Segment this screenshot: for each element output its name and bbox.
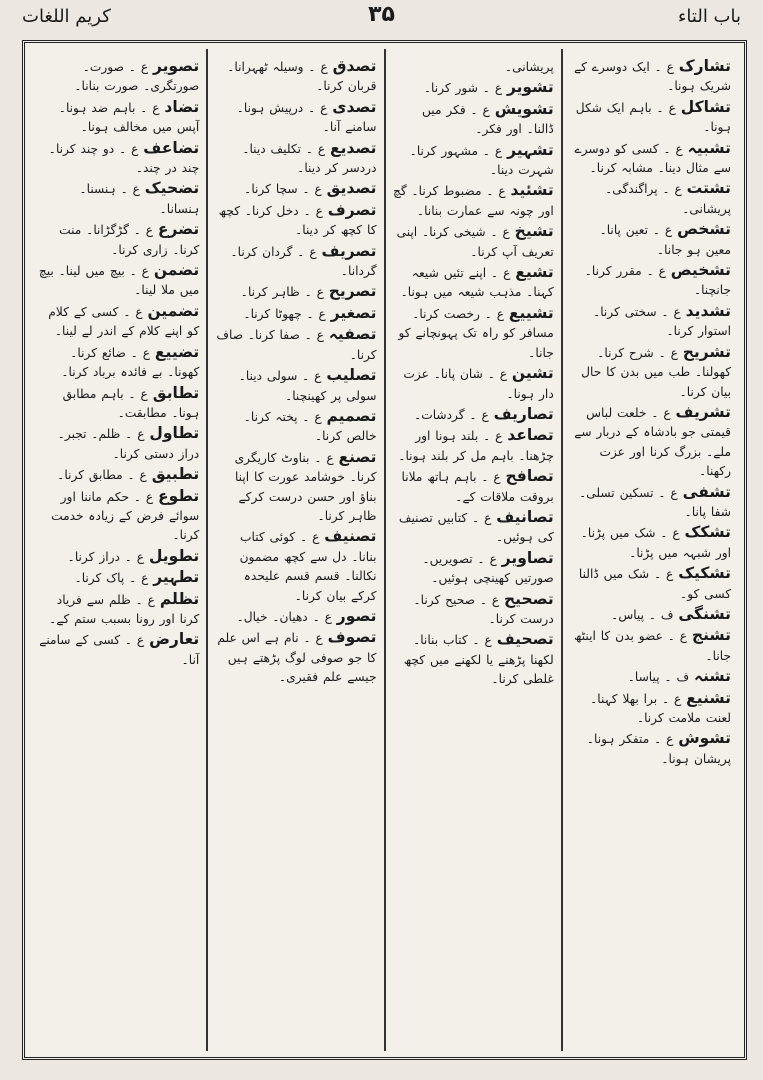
dictionary-entry [215, 607, 376, 627]
definition: ع ۔ شرح کرنا۔ کھولنا۔ طب میں بدن کا حال بیان کرنا۔ [581, 345, 731, 399]
headword: تصاعد [507, 426, 554, 445]
headword: تطوع [158, 486, 200, 505]
dictionary-entry [393, 181, 554, 221]
dictionary-entry [570, 626, 731, 666]
headword: تصرف [327, 200, 377, 219]
headword: تظلم [159, 589, 200, 608]
headword: تضحیک [144, 179, 200, 198]
definition: ع ۔ سولی دینا۔ سولی پر کھینچنا۔ [238, 369, 377, 403]
dictionary-entry [570, 729, 731, 769]
dictionary-entry [38, 590, 199, 630]
definition: ع ۔ باہم ایک شکل ہونا۔ [575, 100, 731, 135]
headword: تصنیف [324, 527, 377, 546]
headword: تصور [336, 606, 377, 625]
dictionary-entry [38, 57, 199, 97]
headword: تشنگی [678, 604, 731, 623]
dictionary-entry [215, 98, 376, 138]
definition: ع ۔ سختی کرنا۔ استوار کرنا۔ [593, 304, 731, 339]
definition: ع ۔ مضبوط کرنا۔ گچ اور چونہ سے عمارت بنانا۔ [392, 184, 554, 218]
definition: ع ۔ درپیش ہونا۔ سامنے آنا۔ [236, 100, 377, 135]
headword: تصدق [332, 57, 377, 75]
definition: پریشانی۔ [504, 60, 554, 74]
column-2 [384, 49, 561, 1051]
headword: تشکیک [678, 564, 731, 583]
headword: تصاویر [501, 548, 554, 567]
headword: تضمین [147, 301, 200, 320]
definition: ع ۔ بیچ میں لینا۔ بیچ میں ملا لینا۔ [38, 264, 200, 298]
headword: تشخص [677, 220, 731, 239]
headword: تصویر [152, 57, 200, 75]
definition: ع ۔ ظلم سے فریاد کرنا اور رونا بسبب ستم کے۔ [49, 592, 200, 626]
headword: تصاریف [493, 404, 554, 423]
headword: تضییع [154, 342, 200, 361]
dictionary-entry [215, 407, 376, 447]
dictionary-entry [215, 527, 376, 606]
definition: ع ۔ عضو بدن کا اینٹھ جانا۔ [574, 629, 731, 663]
definition: ع ۔ سچا کرنا۔ [244, 182, 322, 197]
headword: تشکک [684, 523, 731, 542]
headword: تصدی [332, 97, 377, 116]
definition: ع ۔ کسی کے کلام کو اپنے کلام کے اندر لے لینا۔ [48, 304, 200, 339]
definition: ع ۔ نام ہے اس علم کا جو صوفی لوگ پڑھتے ہیں جیسے علم فقیری۔ [217, 631, 377, 685]
dictionary-entry [215, 325, 376, 365]
column-3 [206, 49, 383, 1051]
headword: تشنج [691, 626, 731, 645]
page-frame [22, 40, 747, 1060]
definition: ع ۔ شور کرنا۔ [423, 81, 503, 96]
definition: ع ۔ اپنے تئیں شیعہ کہنا۔ مذہب شیعہ میں ہونا۔ [400, 266, 554, 300]
definition: ع ۔ برا بھلا کہنا۔ لعنت ملامت کرنا۔ [590, 691, 731, 725]
definition: ع ۔ تصویریں۔ صورتیں کھینچی ہوئیں۔ [422, 551, 554, 586]
book-title: کریم اللغات [22, 6, 111, 27]
page-header [0, 0, 763, 38]
dictionary-entry [393, 630, 554, 689]
dictionary-entry [215, 179, 376, 199]
dictionary-entry [38, 547, 199, 567]
headword: تشوش [678, 729, 731, 748]
dictionary-entry [215, 304, 376, 324]
chapter-title: باب التاء [677, 6, 741, 27]
dictionary-entry [38, 98, 199, 138]
dictionary-entry [393, 222, 554, 262]
definition: ع ۔ کسی کے سامنے آنا۔ [39, 633, 200, 667]
headword: تشدید [685, 301, 731, 320]
definition: ع ۔ گردشات۔ [414, 407, 489, 422]
headword: تطبیق [151, 465, 200, 484]
definition: ع ۔ کوئی کتاب بنانا۔ دل سے کچھ مضمون نکالنا۔ قسم قسم علیحدہ کرکے بیان کرنا۔ [239, 530, 377, 603]
dictionary-entry [393, 100, 554, 140]
dictionary-entry [570, 98, 731, 138]
dictionary-entry [393, 304, 554, 363]
definition: ع ۔ ہنسنا۔ ہنسانا۔ [79, 182, 200, 216]
column-1 [561, 49, 738, 1051]
dictionary-entry [393, 78, 554, 98]
dictionary-entry [38, 343, 199, 383]
definition: ع ۔ دو چند کرنا۔ چند در چند۔ [48, 141, 200, 176]
dictionary-entry [393, 57, 554, 77]
definition: ع ۔ حکم ماننا اور سوائے فرض کے زیادہ خدمت کرنا۔ [51, 489, 200, 543]
definition: ع ۔ دھیان۔ خیال۔ [236, 609, 332, 624]
definition: ع ۔ مطابق کرنا۔ [57, 468, 147, 483]
headword: تصغیر [330, 303, 377, 322]
headword: تصلیب [326, 366, 377, 385]
headword: تضمن [153, 261, 200, 280]
definition: ع ۔ باہم ہاتھ ملانا بروقت ملاقات کے۔ [401, 470, 554, 504]
dictionary-entry [393, 364, 554, 404]
dictionary-entry [38, 220, 199, 260]
page-number: ۳۵ [368, 2, 395, 27]
dictionary-entry [38, 261, 199, 301]
definition: ع ۔ کتابیں تصنیف کی ہوئیں۔ [398, 510, 554, 545]
definition: ع ۔ خلعت لباس قیمتی جو بادشاہ کے دربار سے ملے۔ بزرگ کرنا اور عزت رکھنا۔ [574, 405, 731, 479]
definition: ع ۔ ایک دوسرے کے شریک ہونا۔ [573, 60, 731, 94]
headword: تضرع [157, 220, 200, 239]
headword: تطاول [149, 424, 200, 443]
definition: ع ۔ وسیلہ ٹھہرانا۔ قربان کرنا۔ [227, 60, 377, 94]
headword: تصانیف [496, 507, 554, 526]
dictionary-entry [38, 465, 199, 485]
headword: تشویر [506, 78, 554, 97]
headword: تشیخ [514, 222, 554, 241]
definition: ع ۔ شک میں ڈالنا کسی کو۔ [578, 567, 731, 601]
definition: ع ۔ مقرر کرنا۔ جانچنا۔ [584, 264, 731, 298]
definition: ع ۔ بلند ہونا اور چڑھنا۔ باہم مل کر بلند ہونا۔ [398, 429, 554, 463]
dictionary-entry [570, 483, 731, 523]
definition: ع ۔ پختہ کرنا۔ خالص کرنا۔ [243, 409, 377, 444]
headword: تشئید [510, 181, 554, 200]
headword: تطہیر [153, 568, 200, 587]
headword: تصافح [505, 467, 554, 486]
headword: تصفیہ [328, 325, 377, 344]
definition: ع ۔ متفکر ہونا۔ پریشان ہونا۔ [586, 732, 731, 766]
definition: ع ۔ گڑگڑانا۔ منت کرنا۔ زاری کرنا۔ [59, 223, 200, 257]
dictionary-entry [570, 261, 731, 301]
dictionary-entry [570, 343, 731, 402]
dictionary-entry [38, 139, 199, 179]
definition: ع ۔ تسکین تسلی۔ شفا پانا۔ [579, 485, 731, 519]
definition: ف ۔ پیاس۔ [611, 607, 674, 622]
dictionary-entry [393, 405, 554, 425]
dictionary-entry [215, 366, 376, 406]
definition: ع ۔ رخصت کرنا۔ مسافر کو راہ تک پہونچانے کو جانا۔ [398, 306, 554, 360]
dictionary-entry [393, 549, 554, 589]
dictionary-entry [570, 564, 731, 604]
dictionary-entry [570, 57, 731, 97]
dictionary-entry [570, 605, 731, 625]
definition: ع ۔ گردان کرنا۔ گردانا۔ [230, 244, 377, 279]
headword: تشریح [682, 342, 731, 361]
definition: ع ۔ ظلم۔ تجبر۔ دراز دستی کرنا۔ [57, 427, 200, 461]
dictionary-entry [215, 628, 376, 687]
dictionary-entry [570, 179, 731, 219]
dictionary-entry [215, 201, 376, 241]
definition: ع ۔ تعین پانا۔ معین ہو جانا۔ [599, 223, 731, 257]
column-4 [31, 49, 206, 1051]
headword: تشریف [675, 402, 731, 421]
dictionary-entry [393, 426, 554, 466]
headword: تصنع [338, 447, 377, 466]
dictionary-columns [31, 49, 738, 1051]
headword: تشتت [686, 179, 731, 198]
dictionary-entry [215, 242, 376, 282]
definition: ع ۔ ظاہر کرنا۔ [240, 285, 324, 300]
definition: ع ۔ باہم ضد ہونا۔ آپس میں مخالف ہونا۔ [58, 100, 200, 135]
dictionary-entry [215, 139, 376, 179]
headword: تصمیم [326, 406, 377, 425]
headword: تشنہ [693, 667, 731, 686]
definition: ع ۔ ضائع کرنا۔ کھونا۔ بے فائدہ برباد کرنا۔ [61, 345, 200, 380]
definition: ع ۔ باہم مطابق ہونا۔ مطابقت۔ [62, 386, 200, 420]
headword: تطویل [148, 546, 200, 565]
definition: ع ۔ تکلیف دینا۔ دردسر کر دینا۔ [242, 141, 377, 176]
dictionary-entry [38, 568, 199, 588]
headword: تشہیر [507, 140, 554, 159]
dictionary-entry [215, 57, 376, 97]
dictionary-entry [570, 403, 731, 482]
headword: تصریف [321, 241, 377, 260]
definition: ع ۔ پاک کرنا۔ [74, 571, 149, 586]
headword: تصوف [327, 628, 377, 647]
dictionary-entry [38, 179, 199, 219]
headword: تشفی [682, 482, 731, 501]
definition: ع ۔ پراگندگی۔ پریشانی۔ [605, 182, 731, 216]
dictionary-entry [38, 424, 199, 464]
definition: ع ۔ شان پانا۔ عزت دار ہونا۔ [403, 367, 554, 401]
headword: تشبیہ [687, 138, 731, 157]
definition: ع ۔ شک میں پڑنا۔ اور شبہہ میں پڑنا۔ [580, 526, 731, 560]
definition: ع ۔ صفا کرنا۔ صاف کرنا۔ [216, 328, 377, 362]
dictionary-entry [393, 263, 554, 303]
dictionary-entry [393, 590, 554, 630]
dictionary-entry [215, 448, 376, 527]
headword: تشارک [678, 57, 731, 75]
headword: تشیع [515, 263, 554, 282]
definition: ع ۔ کتاب بنانا۔ لکھنا پڑھنے یا لکھنے میں کچھ غلطی کرنا۔ [403, 633, 554, 687]
dictionary-entry [570, 220, 731, 260]
dictionary-entry [570, 302, 731, 342]
definition: ع ۔ فکر میں ڈالنا۔ اور فکر۔ [422, 102, 554, 137]
dictionary-entry [570, 523, 731, 563]
definition: ع ۔ کسی کو دوسرے سے مثال دینا۔ مشابہ کرنا۔ [574, 141, 731, 176]
headword: تضاعف [143, 138, 200, 157]
headword: تشویش [494, 99, 554, 118]
headword: تطابق [152, 383, 200, 402]
headword: تضاد [164, 97, 200, 116]
headword: تصحیح [503, 589, 554, 608]
definition: ع ۔ دراز کرنا۔ [67, 549, 145, 564]
dictionary-entry [38, 630, 199, 670]
dictionary-entry [393, 141, 554, 181]
definition: ع ۔ صورت۔ صورتگری۔ صورت بنانا۔ [74, 60, 200, 94]
headword: تشنیع [686, 688, 731, 707]
definition: ع ۔ بناوٹ کاریگری کرنا۔ خوشامد عورت کا اپنا بناؤ اور حسن درست کرکے ظاہر کرنا۔ [234, 450, 377, 523]
dictionary-entry [570, 667, 731, 687]
definition: ع ۔ مشہور کرنا۔ شہرت دینا۔ [409, 143, 554, 178]
dictionary-entry [570, 139, 731, 179]
definition: ع ۔ چھوٹا کرنا۔ [243, 306, 326, 321]
dictionary-entry [393, 467, 554, 507]
headword: تشخیص [670, 261, 731, 280]
headword: تشییع [508, 303, 554, 322]
headword: تصدیع [330, 138, 377, 157]
definition: ع ۔ صحیح کرنا۔ درست کرنا۔ [413, 592, 554, 626]
headword: تشین [511, 364, 554, 383]
headword: تصحیف [496, 630, 554, 649]
definition: ع ۔ دخل کرنا۔ کچھ کا کچھ کر دینا۔ [218, 203, 377, 238]
headword: تشاکل [680, 97, 731, 116]
dictionary-entry [570, 689, 731, 729]
headword: تصدیق [326, 179, 377, 198]
definition: ف ۔ پیاسا۔ [627, 670, 690, 685]
dictionary-entry [215, 282, 376, 302]
dictionary-entry [393, 508, 554, 548]
headword: تعارض [149, 630, 200, 649]
definition: ع ۔ شیخی کرنا۔ اپنی تعریف آپ کرنا۔ [396, 225, 554, 259]
dictionary-entry [38, 487, 199, 546]
headword: تصریح [328, 282, 377, 301]
dictionary-entry [38, 302, 199, 342]
dictionary-entry [38, 384, 199, 424]
